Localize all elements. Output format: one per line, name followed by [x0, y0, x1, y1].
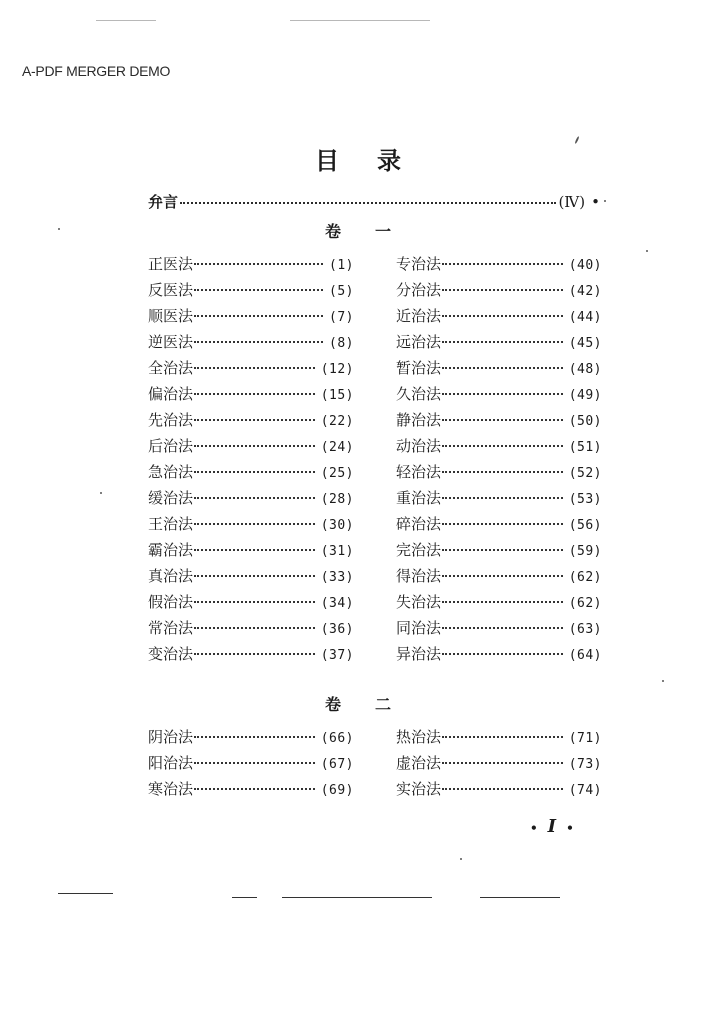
toc-entry	[396, 461, 602, 487]
toc-entry	[148, 539, 354, 565]
toc-entry-page: (28)	[320, 492, 354, 507]
toc-entry	[396, 357, 602, 383]
toc-entry	[148, 591, 354, 617]
page-title: 目录	[315, 146, 439, 175]
preface-label: 弁言	[148, 193, 179, 211]
toc-entry-page: (67)	[320, 757, 354, 772]
leader-dots	[442, 575, 563, 577]
toc-entry	[396, 305, 602, 331]
toc-entry-title: 热治法	[396, 728, 442, 746]
toc-entry	[148, 752, 354, 778]
scan-artifact	[100, 492, 102, 494]
watermark-text: A-PDF MERGER DEMO	[22, 63, 171, 79]
toc-entry-title: 近治法	[396, 307, 442, 325]
toc-entry-page: (37)	[320, 648, 354, 663]
toc-entry-page: (62)	[568, 570, 602, 585]
leader-dots	[442, 445, 563, 447]
toc-entry-page: (34)	[320, 596, 354, 611]
toc-entry-title: 得治法	[396, 567, 442, 585]
leader-dots	[194, 601, 315, 603]
leader-dots	[442, 263, 563, 265]
toc-entry	[148, 383, 354, 409]
toc-entry-page: (45)	[568, 336, 602, 351]
folio-bullet-right: •	[566, 821, 574, 835]
toc-entry-page: (71)	[568, 731, 602, 746]
toc-entry-title: 阴治法	[148, 728, 194, 746]
toc-entry	[396, 513, 602, 539]
toc-entry-title: 偏治法	[148, 385, 194, 403]
scan-artifact	[96, 20, 156, 21]
toc-entry-title: 真治法	[148, 567, 194, 585]
leader-dots	[442, 762, 563, 764]
leader-dots	[194, 315, 323, 317]
leader-dots	[194, 341, 323, 343]
leader-dots	[442, 497, 563, 499]
toc-entry-title: 虚治法	[396, 754, 442, 772]
leader-dots	[442, 289, 563, 291]
toc-entry	[148, 305, 354, 331]
toc-entry-title: 碎治法	[396, 515, 442, 533]
toc-entry-title: 王治法	[148, 515, 194, 533]
toc-entry-title: 霸治法	[148, 541, 194, 559]
scan-artifact	[646, 250, 648, 252]
toc-entry-page: (7)	[329, 310, 354, 325]
toc-entry-title: 同治法	[396, 619, 442, 637]
toc-entry	[396, 726, 602, 752]
leader-dots	[442, 523, 563, 525]
toc-entry-title: 反医法	[148, 281, 194, 299]
toc-entry	[396, 487, 602, 513]
toc-entry-title: 暂治法	[396, 359, 442, 377]
leader-dots	[194, 627, 315, 629]
leader-dots	[194, 471, 315, 473]
leader-dots	[194, 788, 315, 790]
toc-entry	[396, 591, 602, 617]
toc-entry-page: (44)	[568, 310, 602, 325]
leader-dots	[194, 653, 315, 655]
toc-entry	[396, 778, 602, 804]
toc-entry	[396, 253, 602, 279]
toc-entry-title: 异治法	[396, 645, 442, 663]
toc-entry-title: 全治法	[148, 359, 194, 377]
toc-entry-page: (49)	[568, 388, 602, 403]
leader-dots	[194, 393, 315, 395]
toc-entry-title: 静治法	[396, 411, 442, 429]
toc-entry	[148, 253, 354, 279]
toc-entry-title: 寒治法	[148, 780, 194, 798]
toc-entry-page: (25)	[320, 466, 354, 481]
toc-entry	[148, 617, 354, 643]
toc-entry-page: (31)	[320, 544, 354, 559]
toc-entry-page: (1)	[329, 258, 354, 273]
leader-dots	[442, 471, 563, 473]
toc-entry-title: 顺医法	[148, 307, 194, 325]
toc-entry-title: 重治法	[396, 489, 442, 507]
toc-entry-page: (33)	[320, 570, 354, 585]
toc-column-vol2-right	[396, 726, 602, 804]
toc-entry-title: 后治法	[148, 437, 194, 455]
toc-entry-page: (22)	[320, 414, 354, 429]
leader-dots	[194, 575, 315, 577]
leader-dots	[442, 653, 563, 655]
toc-entry-page: (5)	[329, 284, 354, 299]
toc-entry-title: 先治法	[148, 411, 194, 429]
toc-entry-page: (73)	[568, 757, 602, 772]
folio-bullet-left: •	[530, 821, 538, 835]
scan-artifact	[290, 20, 430, 21]
toc-entry-page: (12)	[320, 362, 354, 377]
toc-entry	[396, 565, 602, 591]
toc-entry-page: (36)	[320, 622, 354, 637]
toc-entry-page: (42)	[568, 284, 602, 299]
leader-dots	[442, 627, 563, 629]
toc-entry	[396, 409, 602, 435]
toc-entry-page: (8)	[329, 336, 354, 351]
toc-entry-title: 变治法	[148, 645, 194, 663]
toc-entry-title: 分治法	[396, 281, 442, 299]
leader-dots	[194, 497, 315, 499]
toc-entry	[396, 279, 602, 305]
toc-entry	[396, 643, 602, 669]
leader-dots	[194, 263, 323, 265]
scan-artifact	[58, 228, 60, 230]
toc-entry-page: (51)	[568, 440, 602, 455]
toc-entry	[148, 279, 354, 305]
toc-entry-title: 完治法	[396, 541, 442, 559]
toc-entry-page: (69)	[320, 783, 354, 798]
toc-entry-page: (59)	[568, 544, 602, 559]
toc-entry	[148, 643, 354, 669]
toc-entry	[396, 752, 602, 778]
leader-dots	[442, 736, 563, 738]
toc-entry-title: 急治法	[148, 463, 194, 481]
toc-entry	[148, 409, 354, 435]
toc-entry-title: 逆医法	[148, 333, 194, 351]
toc-entry-title: 阳治法	[148, 754, 194, 772]
toc-column-vol1-left	[148, 253, 354, 669]
toc-entry-title: 假治法	[148, 593, 194, 611]
toc-entry-title: 动治法	[396, 437, 442, 455]
toc-entry-page: (66)	[320, 731, 354, 746]
leader-dots	[442, 601, 563, 603]
toc-entry-page: (53)	[568, 492, 602, 507]
toc-entry-page: (50)	[568, 414, 602, 429]
toc-entry-page: (63)	[568, 622, 602, 637]
toc-entry	[396, 383, 602, 409]
leader-dots	[194, 523, 315, 525]
toc-entry-page: (52)	[568, 466, 602, 481]
leader-dots	[442, 315, 563, 317]
leader-dots	[194, 367, 315, 369]
toc-entry	[396, 617, 602, 643]
leader-dots	[194, 445, 315, 447]
folio-mark: I	[547, 816, 557, 837]
scan-artifact	[604, 200, 606, 202]
leader-dots	[194, 549, 315, 551]
leader-dots	[442, 549, 563, 551]
toc-column-vol1-right	[396, 253, 602, 669]
toc-entry-title: 专治法	[396, 255, 442, 273]
toc-entry-page: (56)	[568, 518, 602, 533]
toc-entry-page: (40)	[568, 258, 602, 273]
toc-entry	[396, 539, 602, 565]
toc-entry-title: 久治法	[396, 385, 442, 403]
toc-entry-title: 缓治法	[148, 489, 194, 507]
toc-entry-title: 失治法	[396, 593, 442, 611]
scan-artifact	[662, 680, 664, 682]
scan-artifact	[460, 858, 462, 860]
preface-entry	[148, 191, 600, 212]
toc-entry	[148, 357, 354, 383]
leader-dots	[442, 367, 563, 369]
toc-entry-title: 正医法	[148, 255, 194, 273]
volume-heading-1: 卷一	[324, 222, 425, 241]
leader-dots	[194, 736, 315, 738]
scan-artifact	[58, 893, 113, 894]
toc-entry	[148, 565, 354, 591]
toc-column-vol2-left	[148, 726, 354, 804]
toc-entry-page: (48)	[568, 362, 602, 377]
leader-dots	[442, 419, 563, 421]
toc-entry	[148, 461, 354, 487]
toc-entry-page: (64)	[568, 648, 602, 663]
scan-artifact	[282, 897, 432, 898]
toc-entry-page: (74)	[568, 783, 602, 798]
toc-entry	[396, 435, 602, 461]
toc-entry-title: 常治法	[148, 619, 194, 637]
toc-entry-page: (24)	[320, 440, 354, 455]
toc-entry	[148, 726, 354, 752]
toc-entry	[148, 331, 354, 357]
toc-entry-title: 远治法	[396, 333, 442, 351]
toc-entry	[396, 331, 602, 357]
preface-page: (Ⅳ)	[558, 193, 586, 211]
leader-dots	[442, 788, 563, 790]
volume-heading-2: 卷二	[324, 695, 425, 714]
leader-dots	[442, 341, 563, 343]
page-folio	[520, 816, 584, 837]
toc-entry-page: (30)	[320, 518, 354, 533]
leader-dots	[180, 202, 556, 204]
leader-dots	[194, 762, 315, 764]
toc-entry	[148, 435, 354, 461]
toc-entry	[148, 487, 354, 513]
scan-artifact	[232, 897, 257, 898]
leader-dots	[194, 419, 315, 421]
toc-entry	[148, 778, 354, 804]
preface-bullet: •	[591, 193, 600, 211]
leader-dots	[194, 289, 323, 291]
leader-dots	[442, 393, 563, 395]
toc-entry-title: 轻治法	[396, 463, 442, 481]
toc-entry-page: (62)	[568, 596, 602, 611]
toc-entry	[148, 513, 354, 539]
toc-entry-title: 实治法	[396, 780, 442, 798]
toc-entry-page: (15)	[320, 388, 354, 403]
scan-artifact	[480, 897, 560, 898]
